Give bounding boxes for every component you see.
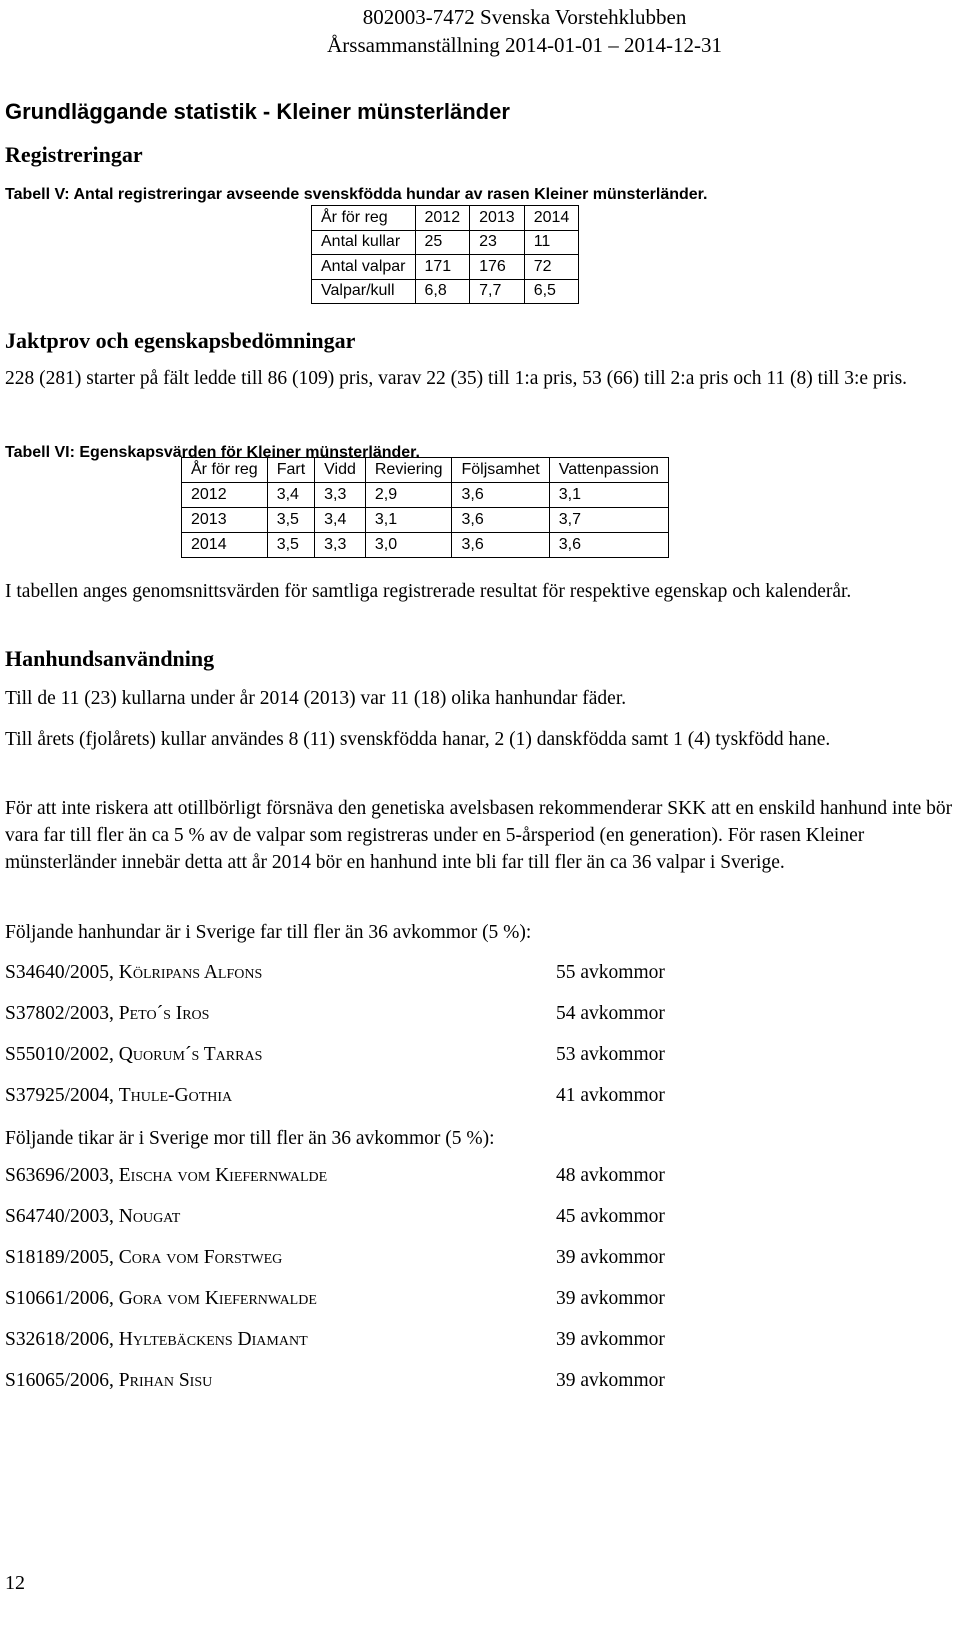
column-header: Vidd	[315, 458, 366, 483]
dog-name: Peto´s Iros	[118, 1003, 210, 1024]
dog-name: Nougat	[118, 1206, 181, 1227]
dog-name: Thule-Gothia	[118, 1085, 233, 1106]
registrations-row	[312, 255, 579, 280]
dog-name: Hyltebäckens Diamant	[118, 1329, 308, 1350]
dog-name: Gora vom Kiefernwalde	[118, 1288, 317, 1309]
dog-registration: S10661/2006,	[5, 1288, 119, 1309]
dog-entry	[5, 1370, 212, 1392]
table-cell: 2013	[182, 508, 268, 533]
dog-entry	[5, 962, 262, 984]
table-cell: 3,6	[452, 508, 549, 533]
dog-name: Cora vom Forstweg	[118, 1247, 283, 1268]
dog-entry	[5, 1044, 262, 1066]
dog-name: Prihan Sisu	[118, 1370, 213, 1391]
offspring-count: 39 avkommor	[556, 1288, 665, 1309]
table-cell: 3,6	[452, 483, 549, 508]
table-cell: 25	[415, 230, 470, 255]
table-cell: 72	[524, 255, 579, 280]
column-header: Fart	[267, 458, 314, 483]
traits-row	[182, 483, 669, 508]
registrations-row	[312, 230, 579, 255]
sires-paragraph-3: För att inte riskera att otillbörligt försnäva den genetiska avelsbasen rekommenderar SKK att en enskild hanhund inte bör vara far till fler än ca 5 % av de valpar som registreras under en 5-årsperiod (en generation). För rasen Kleiner münsterländer innebär detta att år 2014 bör en hanhund inte bli far till fler än ca 36 valpar i Sverige.	[5, 798, 953, 873]
column-header: År för reg	[312, 206, 416, 231]
table-cell: 3,5	[267, 533, 314, 558]
table-cell: Antal valpar	[312, 255, 416, 280]
offspring-count: 39 avkommor	[556, 1329, 665, 1350]
table-cell: 11	[524, 230, 579, 255]
dog-entry	[5, 1165, 327, 1187]
females-intro: Följande tikar är i Sverige mor till fler än 36 avkommor (5 %):	[5, 1128, 495, 1149]
dog-name: Eischa vom Kiefernwalde	[118, 1165, 328, 1186]
column-header: År för reg	[182, 458, 268, 483]
males-intro: Följande hanhundar är i Sverige far till fler än 36 avkommor (5 %):	[5, 922, 532, 943]
table-cell: 7,7	[470, 279, 525, 304]
traits-row	[182, 508, 669, 533]
offspring-count: 41 avkommor	[556, 1085, 665, 1106]
traits-table	[181, 457, 669, 558]
header-org: 802003-7472 Svenska Vorstehklubben	[362, 5, 687, 29]
table-cell: Valpar/kull	[312, 279, 416, 304]
table-cell: 171	[415, 255, 470, 280]
dog-registration: S37925/2004,	[5, 1085, 119, 1106]
table-cell: 2,9	[365, 483, 452, 508]
table-cell: 2012	[182, 483, 268, 508]
column-header: 2014	[524, 206, 579, 231]
column-header: 2012	[415, 206, 470, 231]
registrations-table	[311, 205, 579, 304]
column-header: Vattenpassion	[549, 458, 668, 483]
table-cell: 2014	[182, 533, 268, 558]
dog-entry	[5, 1329, 308, 1351]
offspring-count: 39 avkommor	[556, 1370, 665, 1391]
offspring-count: 54 avkommor	[556, 1003, 665, 1024]
offspring-count: 48 avkommor	[556, 1165, 665, 1186]
table-cell: 3,7	[549, 508, 668, 533]
dog-registration: S34640/2005,	[5, 962, 119, 983]
offspring-count: 55 avkommor	[556, 962, 665, 983]
table-cell: 3,3	[315, 533, 366, 558]
header-period: Årssammanställning 2014-01-01 – 2014-12-31	[327, 33, 722, 57]
table-cell: 6,5	[524, 279, 579, 304]
dog-name: Kölripans Alfons	[118, 962, 263, 983]
dog-registration: S63696/2003,	[5, 1165, 119, 1186]
column-header: Reviering	[365, 458, 452, 483]
dog-name: Quorum´s Tarras	[118, 1044, 263, 1065]
column-header: Följsamhet	[452, 458, 549, 483]
table-cell: Antal kullar	[312, 230, 416, 255]
table-cell: 3,1	[549, 483, 668, 508]
page-number: 12	[5, 1572, 25, 1594]
offspring-count: 53 avkommor	[556, 1044, 665, 1065]
table6-caption: Tabell VI: Egenskapsvärden för Kleiner münsterländer.	[5, 444, 420, 461]
registrations-row	[312, 279, 579, 304]
traits-row	[182, 533, 669, 558]
dog-registration: S64740/2003,	[5, 1206, 119, 1227]
sires-heading: Hanhundsanvändning	[5, 646, 215, 671]
traits-note: I tabellen anges genomsnittsvärden för samtliga registrerade resultat för respektive egenskap och kalenderår.	[5, 581, 852, 602]
dog-registration: S16065/2006,	[5, 1370, 119, 1391]
traits-header-row	[182, 458, 669, 483]
table-cell: 3,4	[267, 483, 314, 508]
table-cell: 3,0	[365, 533, 452, 558]
dog-entry	[5, 1206, 180, 1228]
table-cell: 176	[470, 255, 525, 280]
dog-entry	[5, 1085, 232, 1107]
hunting-text: 228 (281) starter på fält ledde till 86 (109) pris, varav 22 (35) till 1:a pris, 53 (66) till 2:a pris och 11 (8) till 3:e pris.	[5, 368, 908, 389]
dog-entry	[5, 1247, 282, 1269]
dog-registration: S55010/2002,	[5, 1044, 119, 1065]
registrations-header-row	[312, 206, 579, 231]
column-header: 2013	[470, 206, 525, 231]
page-header	[327, 3, 722, 59]
registrations-heading: Registreringar	[5, 142, 143, 167]
table-cell: 3,1	[365, 508, 452, 533]
table-cell: 3,3	[315, 483, 366, 508]
table-cell: 6,8	[415, 279, 470, 304]
table5-caption: Tabell V: Antal registreringar avseende svenskfödda hundar av rasen Kleiner münsterländer.	[5, 186, 708, 203]
offspring-count: 45 avkommor	[556, 1206, 665, 1227]
hunting-heading: Jaktprov och egenskapsbedömningar	[5, 328, 356, 353]
sires-paragraph-2: Till årets (fjolårets) kullar användes 8 (11) svenskfödda hanar, 2 (1) danskfödda samt 1 (4) tyskfödd hane.	[5, 729, 831, 750]
dog-entry	[5, 1288, 317, 1310]
dog-registration: S37802/2003,	[5, 1003, 119, 1024]
table-cell: 3,6	[549, 533, 668, 558]
table-cell: 23	[470, 230, 525, 255]
dog-entry	[5, 1003, 209, 1025]
table-cell: 3,4	[315, 508, 366, 533]
table-cell: 3,6	[452, 533, 549, 558]
sires-paragraph-1: Till de 11 (23) kullarna under år 2014 (2013) var 11 (18) olika hanhundar fäder.	[5, 688, 627, 709]
table-cell: 3,5	[267, 508, 314, 533]
dog-registration: S18189/2005,	[5, 1247, 119, 1268]
dog-registration: S32618/2006,	[5, 1329, 119, 1350]
section-title: Grundläggande statistik - Kleiner münsterländer	[5, 99, 510, 124]
offspring-count: 39 avkommor	[556, 1247, 665, 1268]
